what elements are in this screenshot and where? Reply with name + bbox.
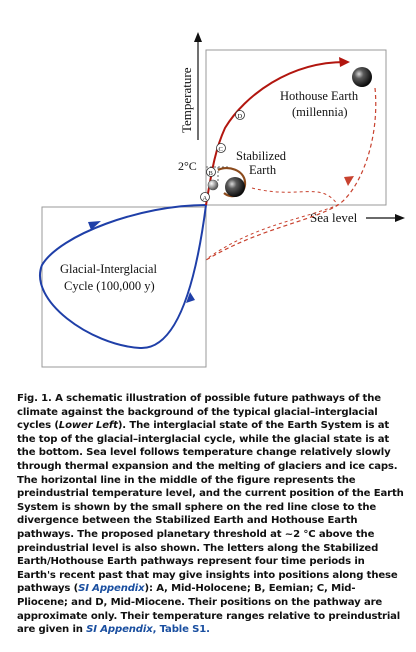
si-appendix-link-2[interactable]: SI Appendix [86,624,153,636]
caption-title: A schematic illustration of possible future pathways of the climate against the background of the typical glacial–interglacial cycles ( [17,393,381,432]
hothouse-arrowhead [339,57,350,67]
hothouse-return-arrowhead [344,176,354,186]
glacial-interglacial-cycle-path [40,205,206,348]
point-b-label: B [208,170,213,177]
threshold-label: 2°C [178,159,197,173]
hothouse-label-line2: (millennia) [292,105,348,119]
sea-level-axis-label: Sea level [310,210,358,225]
hothouse-label-line1: Hothouse Earth [280,89,359,103]
caption-text-3: , Table S1. [152,624,210,636]
caption-fig-label: Fig. 1. [17,393,52,404]
glacial-cycle-label-line1: Glacial-Interglacial [60,262,157,276]
point-a-label: A [202,195,208,202]
caption-title-italic: Lower Left [58,420,118,432]
caption-paragraph [17,392,405,637]
point-d-label: D [237,113,243,120]
sea-level-arrowhead [395,214,405,222]
stabilized-label-line1: Stabilized [236,149,286,163]
current-position-sphere [208,180,218,190]
figure-caption [17,392,405,637]
stabilized-sphere [225,177,245,197]
hothouse-sphere [352,67,372,87]
temperature-arrowhead [194,32,202,42]
caption-title-end: ). [117,420,126,432]
stabilized-label-line2: Earth [249,163,277,177]
caption-text-1: The interglacial state of the Earth System is at the top of the glacial–interglacial cycle, while the glacial state is at the bottom. Sea level follows temperature change relatively slowly through thermal expansion and the melting of glaciers and ice caps. The horizontal line in the middle of the figure represents the preindustrial temperature level, and the current position of the Earth System is shown by the small sphere on the red line close to the divergence between the Stabilized Earth and Hothouse Earth pathways. The proposed planetary threshold at ~2 °C above the preindustrial level is also shown. The letters along the Stabilized Earth/Hothouse Earth pathways represent four time periods in Earth's recent past that may give insights into positions along these pathways ( [17,420,404,595]
point-c-label: C [218,146,223,153]
si-appendix-link-1[interactable]: SI Appendix [78,583,145,595]
caption-text-2: ): A, Mid-Holocene; B, Eemian; C, Mid-Pliocene; and D, Mid-Miocene. Their positions on the pathway are approximate only. Their temperature ranges relative to preindustrial are given in [17,583,401,636]
hothouse-return-path [206,88,376,260]
temperature-axis-label: Temperature [179,67,194,133]
glacial-cycle-label-line2: Cycle (100,000 y) [64,279,155,293]
